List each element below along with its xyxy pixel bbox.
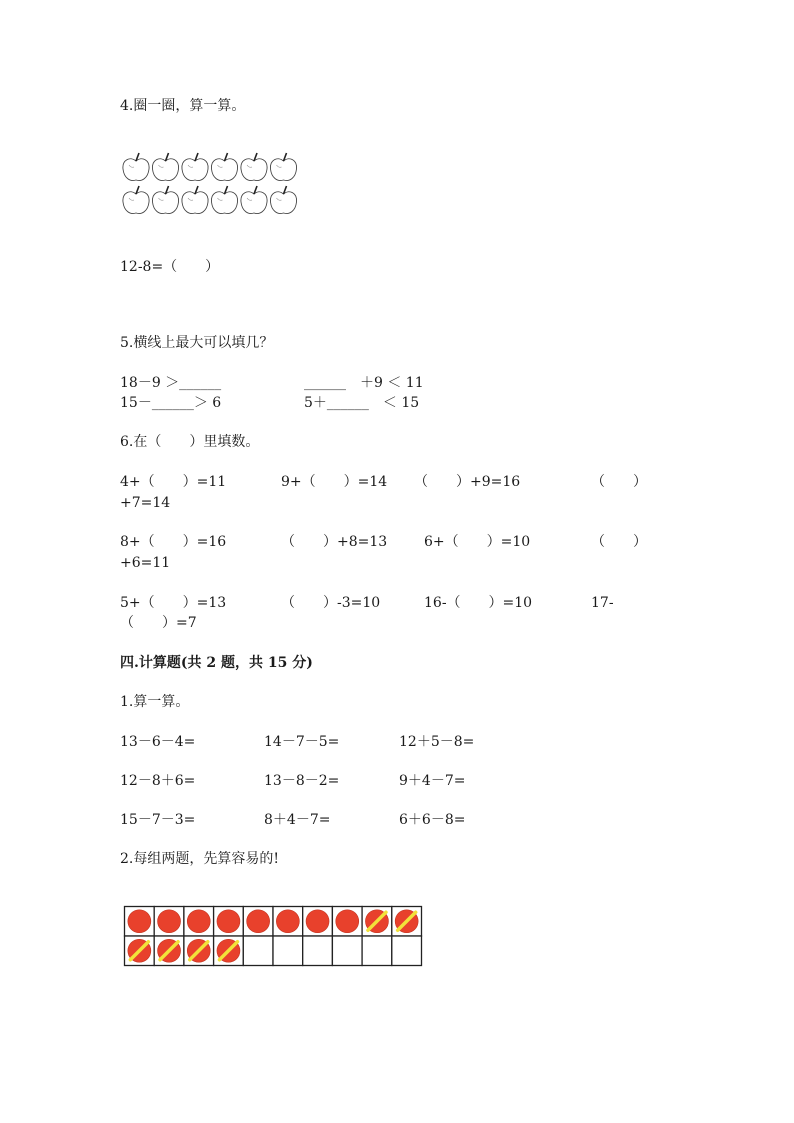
q6-cell: （ ）+9=16: [414, 474, 521, 490]
q6-cell: 8+（ ）=16: [120, 534, 227, 550]
calc1-cell: 12＋5－8=: [399, 734, 475, 750]
q6-cell: 4+（ ）=11: [120, 474, 227, 490]
q4-heading: 4.圈一圈，算一算。: [120, 98, 246, 114]
apple-icon: [241, 186, 267, 214]
q6-cell: 16-（ ）=10: [424, 595, 533, 611]
counter-dot: [247, 910, 270, 933]
apple-icon: [211, 153, 237, 181]
calc1-cell: 8＋4－7=: [264, 812, 331, 828]
apple-icon: [270, 186, 296, 214]
counter-dot: [187, 910, 210, 933]
calc1-cell: 15－7－3=: [120, 812, 196, 828]
grid-cell: [303, 936, 333, 966]
counter-dot: [158, 910, 181, 933]
apple-icon: [152, 186, 178, 214]
q6-cell-wrap: +7=14: [120, 495, 171, 511]
ten-frame-grid: [123, 905, 425, 969]
q5-item: 5＋______ ＜ 15: [304, 395, 420, 411]
apple-icon: [270, 153, 296, 181]
q5-heading: 5.横线上最大可以填几？: [120, 335, 274, 351]
apple-icon: [152, 153, 178, 181]
grid-cell: [362, 936, 392, 966]
calc1-cell: 9＋4－7=: [399, 773, 466, 789]
apple-icon: [123, 153, 149, 181]
q6-cell: 6+（ ）=10: [424, 534, 531, 550]
q6-cell: 9+（ ）=14: [281, 474, 388, 490]
calc2-heading: 2.每组两题，先算容易的!: [120, 851, 279, 867]
grid-cell: [392, 936, 422, 966]
apple-icon: [182, 153, 208, 181]
grid-cell: [243, 936, 273, 966]
calc1-cell: 6＋6－8=: [399, 812, 466, 828]
q5-item: ______ ＋9 ＜ 11: [304, 375, 424, 391]
q6-cell: （ ）: [591, 534, 647, 550]
apple-icon: [211, 186, 237, 214]
counter-dot: [306, 910, 329, 933]
q6-cell: 5+（ ）=13: [120, 595, 227, 611]
apple-icon: [182, 186, 208, 214]
counter-dot: [276, 910, 299, 933]
calc1-cell: 14－7－5=: [264, 734, 340, 750]
counter-dot: [217, 910, 240, 933]
q4-equation: 12-8=（ ）: [120, 259, 220, 275]
q5-item: 15－______＞ 6: [120, 395, 222, 411]
q6-heading: 6.在（ ）里填数。: [120, 434, 260, 450]
q6-cell-wrap: （ ）=7: [120, 615, 197, 631]
calc1-heading: 1.算一算。: [120, 694, 190, 710]
q6-cell: （ ）+8=13: [281, 534, 388, 550]
calc1-cell: 13－8－2=: [264, 773, 340, 789]
grid-cell: [332, 936, 362, 966]
q5-item: 18－9 ＞______: [120, 375, 222, 391]
q6-cell: （ ）-3=10: [281, 595, 381, 611]
apple-icon: [241, 153, 267, 181]
counter-dot: [128, 910, 151, 933]
apple-icon: [123, 186, 149, 214]
q6-cell: 17-: [591, 595, 614, 611]
calc1-cell: 13－6－4=: [120, 734, 196, 750]
calc1-cell: 12－8＋6=: [120, 773, 196, 789]
q6-cell: （ ）: [591, 474, 647, 490]
apple-illustration: [121, 150, 301, 218]
counter-dot: [336, 910, 359, 933]
grid-cell: [273, 936, 303, 966]
section-title: 四.计算题(共 2 题，共 15 分): [120, 655, 313, 671]
q6-cell-wrap: +6=11: [120, 555, 171, 571]
